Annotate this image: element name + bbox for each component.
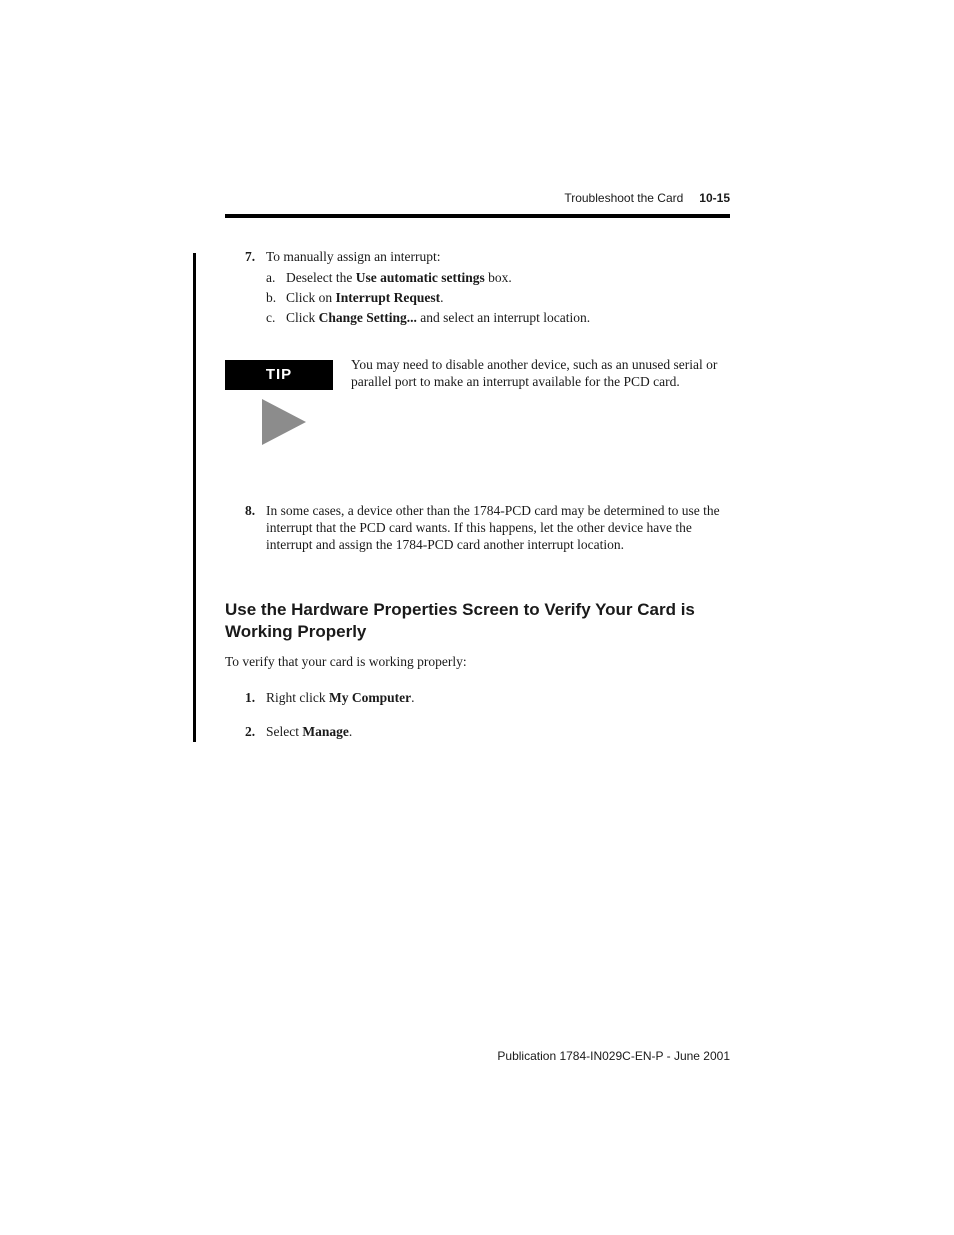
- step-number: 1.: [245, 690, 256, 705]
- substep-letter: a.: [266, 270, 276, 285]
- substep-text: Deselect the Use automatic settings box.: [286, 270, 512, 285]
- tip-arrow-icon: [262, 399, 306, 445]
- step-text: Select Manage.: [266, 724, 353, 739]
- change-bar: [193, 253, 196, 742]
- header-section-title: Troubleshoot the Card: [564, 191, 684, 205]
- step-text: To manually assign an interrupt:: [266, 249, 441, 264]
- footer-publication: Publication 1784-IN029C-EN-P - June 2001: [497, 1049, 730, 1063]
- step-number: 8.: [245, 503, 256, 518]
- header-page-number: 10-15: [699, 191, 730, 205]
- step-text: Right click My Computer.: [266, 690, 415, 705]
- step-number: 2.: [245, 724, 256, 739]
- substep-letter: b.: [266, 290, 277, 305]
- substep-letter: c.: [266, 310, 276, 325]
- step-8: [245, 502, 730, 572]
- header-rule: [225, 214, 730, 218]
- intro-text: To verify that your card is working properly:: [225, 654, 467, 669]
- step-number: 7.: [245, 249, 256, 264]
- step-text: In some cases, a device other than the 1784-PCD card may be determined to use the interrupt that the PCD card wants. If this happens, let the other device have the interrupt and assign the 1784-PCD card another interrupt location.: [266, 503, 720, 552]
- section-heading: Use the Hardware Properties Screen to Verify Your Card is Working Properly: [225, 600, 695, 641]
- substep-text: Click on Interrupt Request.: [286, 290, 444, 305]
- substep-text: Click Change Setting... and select an interrupt location.: [286, 310, 591, 325]
- tip-badge: TIP: [225, 360, 333, 390]
- running-header: [540, 191, 730, 205]
- tip-text: You may need to disable another device, such as an unused serial or parallel port to make an interrupt available for the PCD card.: [351, 357, 718, 389]
